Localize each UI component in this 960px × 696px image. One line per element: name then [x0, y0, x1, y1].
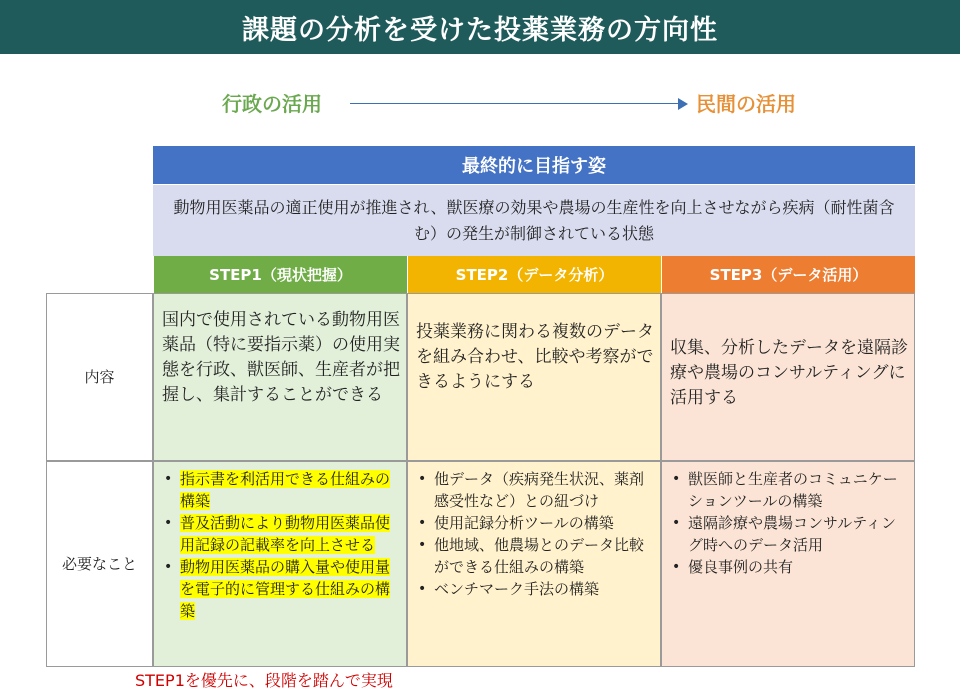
footer-note: STEP1を優先に、段階を踏んで実現 [135, 671, 393, 690]
step1-header: STEP1（現状把握） [153, 256, 407, 293]
need-text: 指示書を利活用できる仕組みの構築 [180, 470, 391, 510]
direction-arrow-line [350, 103, 680, 104]
step1-needs-cell [153, 461, 407, 667]
list-item [670, 512, 908, 556]
list-item [162, 556, 400, 622]
list-item [416, 578, 654, 600]
list-item [162, 512, 400, 556]
step2-content: 投薬業務に関わる複数のデータを組み合わせ、比較や考察ができるようにする [416, 322, 654, 392]
direction-to-label: 民間の活用 [696, 92, 796, 116]
need-text: 動物用医薬品の購入量や使用量を電子的に管理する仕組みの構築 [180, 558, 391, 620]
page-title: 課題の分析を受けた投薬業務の方向性 [242, 14, 718, 46]
need-text: 獣医師と生産者のコミュニケーションツールの構築 [688, 470, 898, 510]
step1-needs-list [154, 462, 406, 622]
need-text: ベンチマーク手法の構築 [434, 580, 600, 598]
list-item [416, 512, 654, 534]
step3-header: STEP3（データ活用） [661, 256, 915, 293]
list-item [162, 468, 400, 512]
step2-needs-list [408, 462, 660, 600]
step2-needs-cell [407, 461, 661, 667]
step3-needs-cell [661, 461, 915, 667]
title-bar [0, 0, 960, 54]
list-item [416, 468, 654, 512]
need-text: 使用記録分析ツールの構築 [434, 514, 614, 532]
step1-content: 国内で使用されている動物用医薬品（特に要指示薬）の使用実態を行政、獣医師、生産者が把握し、集計することができる [162, 310, 400, 405]
direction-row [0, 88, 960, 120]
goal-header: 最終的に目指す姿 [153, 146, 915, 184]
need-text: 優良事例の共有 [688, 558, 794, 576]
step3-content-cell [661, 293, 915, 461]
content-row-label: 内容 [46, 293, 153, 461]
list-item [670, 556, 908, 578]
step3-needs-list [662, 462, 914, 578]
need-text: 遠隔診療や農場コンサルティング時へのデータ活用 [688, 514, 897, 554]
goal-text: 動物用医薬品の適正使用が推進され、獣医療の効果や農場の生産性を向上させながら疾病（耐性菌含む）の発生が制御されている状態 [153, 184, 915, 256]
step2-content-cell [407, 293, 661, 461]
list-item [416, 534, 654, 578]
needs-row-label: 必要なこと [46, 461, 153, 667]
step1-content-cell [153, 293, 407, 461]
arrow-right-icon [678, 98, 688, 110]
step2-header: STEP2（データ分析） [407, 256, 661, 293]
direction-from-label: 行政の活用 [222, 92, 322, 116]
list-item [670, 468, 908, 512]
need-text: 他地域、他農場とのデータ比較ができる仕組みの構築 [434, 536, 645, 576]
need-text: 他データ（疾病発生状況、薬剤感受性など）との紐づけ [434, 470, 645, 510]
need-text: 普及活動により動物用医薬品使用記録の記載率を向上させる [180, 514, 391, 554]
step3-content: 収集、分析したデータを遠隔診療や農場のコンサルティングに活用する [670, 338, 908, 408]
